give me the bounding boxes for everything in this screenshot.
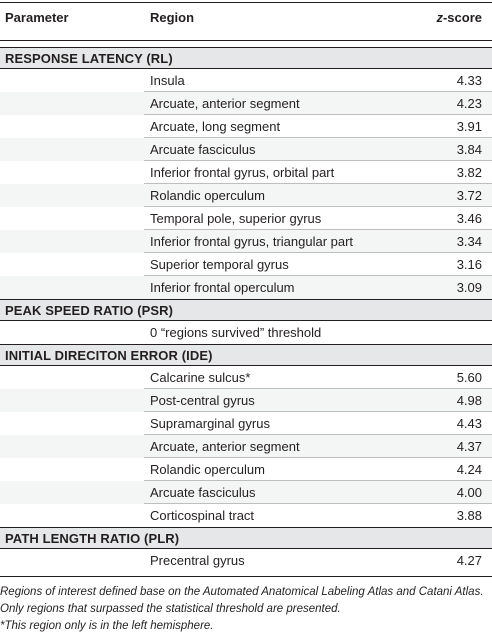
zscore-cell: 3.91 (456, 119, 482, 134)
region-cell: Arcuate, long segment (150, 119, 281, 134)
table-row (0, 481, 492, 504)
region-cell: Temporal pole, superior gyrus (150, 211, 322, 226)
table-row (0, 389, 492, 412)
section-header (0, 47, 492, 69)
zscore-cell: 4.98 (456, 393, 482, 408)
region-cell: Arcuate, anterior segment (150, 439, 300, 454)
table-row (0, 184, 492, 207)
section-header (0, 527, 492, 549)
zscore-cell: 4.27 (456, 553, 482, 568)
region-cell: Arcuate fasciculus (150, 142, 256, 157)
table-row (0, 504, 492, 527)
zscore-cell: 4.00 (456, 485, 482, 500)
region-cell: 0 “regions survived” threshold (150, 325, 322, 340)
region-cell: Inferior frontal operculum (150, 280, 295, 295)
zscore-cell: 3.09 (456, 280, 482, 295)
table-row (0, 253, 492, 276)
zscore-cell: 4.24 (456, 462, 482, 477)
table-row (0, 549, 492, 572)
region-cell: Rolandic operculum (150, 188, 265, 203)
table-row (0, 207, 492, 230)
footnote-hemisphere: *This region only is in the left hemisphere. (0, 620, 214, 632)
region-cell: Calcarine sulcus* (150, 370, 251, 385)
table-row (0, 230, 492, 253)
section-title: RESPONSE LATENCY (RL) (5, 51, 173, 66)
zscore-cell: 5.60 (456, 370, 482, 385)
region-cell: Arcuate, anterior segment (150, 96, 300, 111)
table-header (0, 4, 492, 36)
table-row (0, 321, 492, 344)
section-header (0, 299, 492, 321)
zscore-cell: 4.43 (456, 416, 482, 431)
region-cell: Insula (150, 73, 185, 88)
zscore-cell: 3.72 (456, 188, 482, 203)
table-row (0, 412, 492, 435)
zscore-cell: 4.37 (456, 439, 482, 454)
region-cell: Inferior frontal gyrus, orbital part (150, 165, 335, 180)
region-cell: Inferior frontal gyrus, triangular part (150, 234, 354, 249)
table-row (0, 276, 492, 299)
zscore-cell: 3.84 (456, 142, 482, 157)
region-cell: Superior temporal gyrus (150, 257, 289, 272)
table-row (0, 366, 492, 389)
table-bottom-rule (0, 576, 492, 577)
table-row (0, 138, 492, 161)
region-cell: Precentral gyrus (150, 553, 245, 568)
table-row (0, 115, 492, 138)
footnote-atlas: Regions of interest defined base on the Automated Anatomical Labeling Atlas and Catani Atlas. Only regions that surpassed the statistical threshold are presented. (0, 586, 484, 615)
zscore-cell: 3.46 (456, 211, 482, 226)
section-title: PEAK SPEED RATIO (PSR) (5, 303, 174, 318)
section-title: INITIAL DIRECITON ERROR (IDE) (5, 348, 213, 363)
table-row (0, 161, 492, 184)
table-row (0, 69, 492, 92)
table-row (0, 435, 492, 458)
table-header-rule (0, 40, 492, 41)
region-cell: Supramarginal gyrus (150, 416, 270, 431)
zscore-cell: 4.23 (456, 96, 482, 111)
section-header (0, 344, 492, 366)
table-row (0, 92, 492, 115)
zscore-cell: 4.33 (456, 73, 482, 88)
header-parameter: Parameter (5, 10, 69, 25)
header-zscore-rest: -score (442, 10, 482, 25)
zscore-cell: 3.88 (456, 508, 482, 523)
table-top-rule (0, 2, 492, 3)
region-cell: Arcuate fasciculus (150, 485, 256, 500)
section-title: PATH LENGTH RATIO (PLR) (5, 531, 180, 546)
zscore-cell: 3.16 (456, 257, 482, 272)
header-zscore-z: z (436, 10, 443, 25)
zscore-cell: 3.34 (456, 234, 482, 249)
table-row (0, 458, 492, 481)
zscore-cell: 3.82 (456, 165, 482, 180)
region-cell: Corticospinal tract (150, 508, 255, 523)
region-cell: Post-central gyrus (150, 393, 255, 408)
region-cell: Rolandic operculum (150, 462, 265, 477)
header-zscore (436, 10, 482, 25)
header-region: Region (150, 10, 195, 25)
